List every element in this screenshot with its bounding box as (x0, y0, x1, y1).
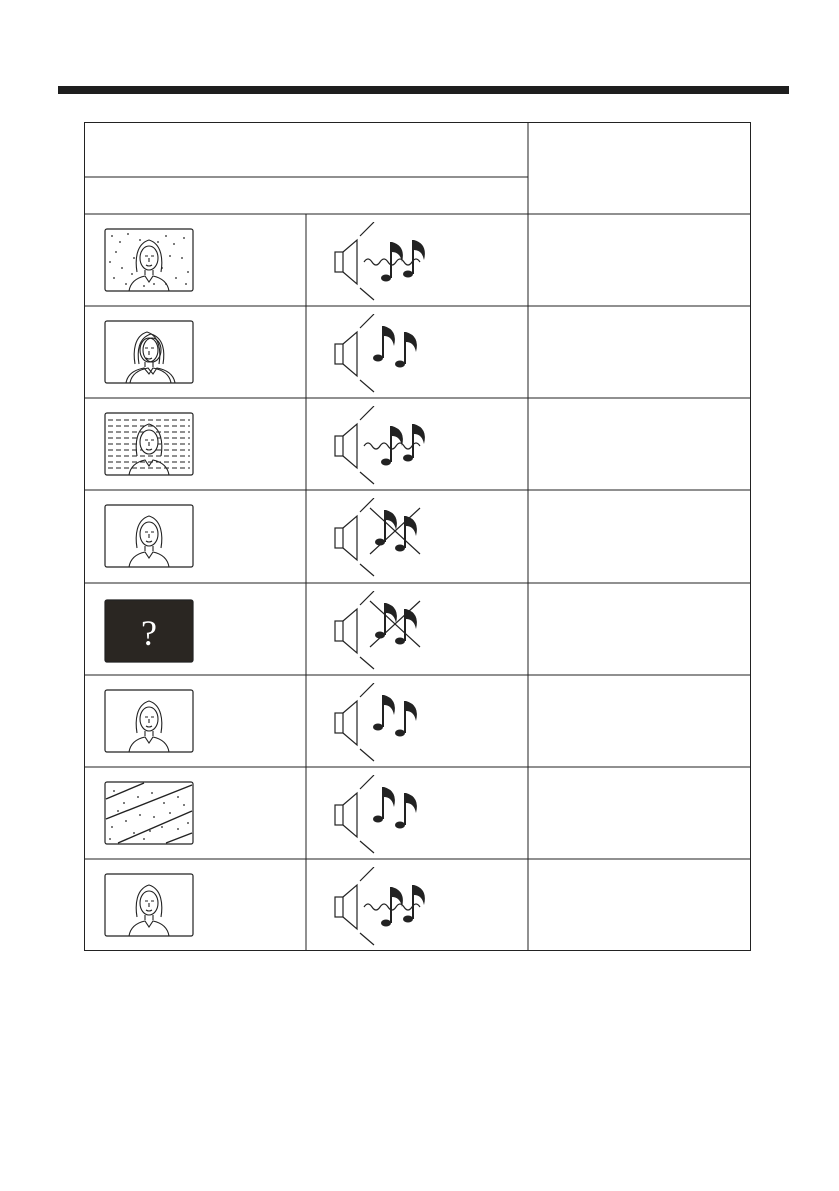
no-sound-icon (330, 591, 440, 671)
snowy-picture-icon (104, 228, 194, 292)
normal-sound-icon (330, 775, 440, 855)
ghost-picture-icon (104, 320, 194, 384)
noisy-sound-icon (330, 406, 440, 486)
normal-picture-icon (104, 873, 194, 937)
interference-lines-picture-icon (104, 412, 194, 476)
no-picture-icon (104, 599, 194, 663)
normal-sound-icon (330, 683, 440, 763)
normal-sound-icon (330, 314, 440, 394)
noisy-sound-icon (330, 222, 440, 302)
normal-picture-icon (104, 689, 194, 753)
troubleshooting-table (84, 122, 751, 951)
noisy-sound-icon (330, 867, 440, 947)
diagonal-stripes-picture-icon (104, 781, 194, 845)
no-sound-icon (330, 498, 440, 578)
normal-picture-icon (104, 504, 194, 568)
top-rule (58, 86, 789, 94)
question-mark-glyph: ? (141, 613, 157, 653)
